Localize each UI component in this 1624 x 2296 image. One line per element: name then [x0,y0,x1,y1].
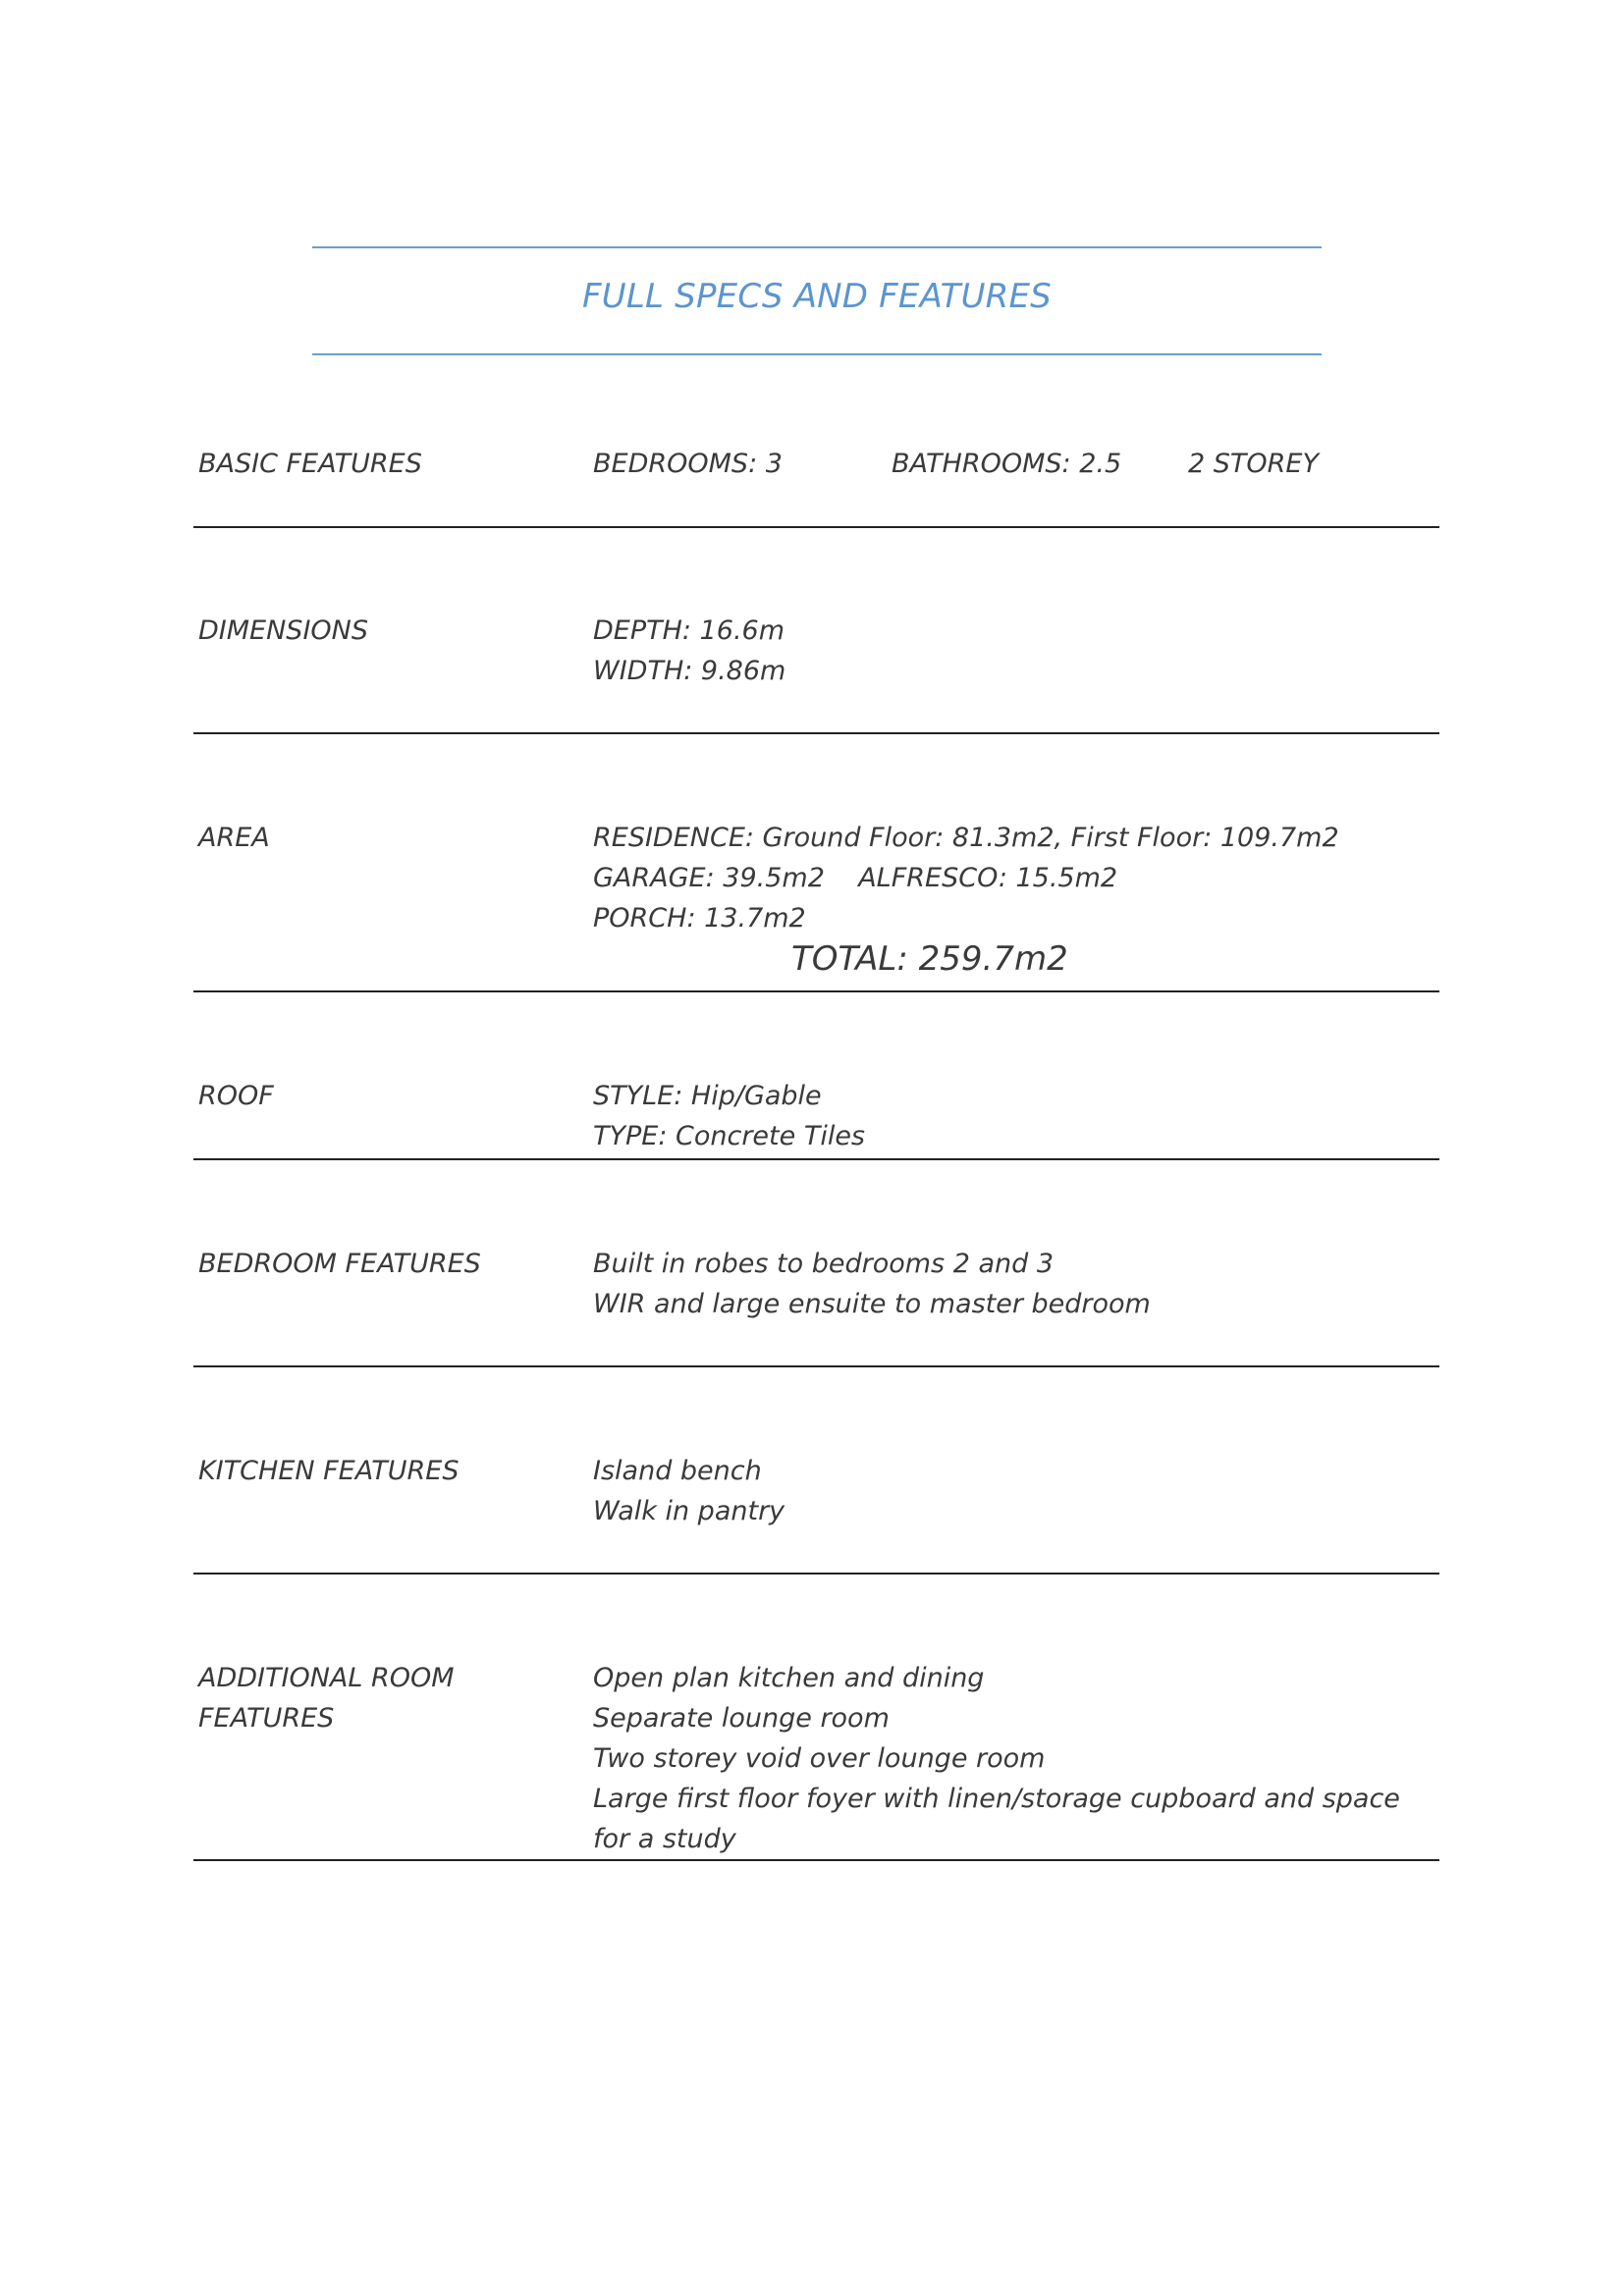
bedrooms-value: BEDROOMS: 3 [593,449,783,479]
roof-style: STYLE: Hip/Gable [593,1081,822,1111]
roof-type: TYPE: Concrete Tiles [593,1121,866,1151]
additional-feature-item: Large first floor foyer with linen/storage cupboard and space for a study [593,1784,1400,1854]
row-divider [193,732,1439,734]
residence-area: RESIDENCE: Ground Floor: 81.3m2, First Floor: 109.7m2 [593,823,1339,853]
dimensions-label: DIMENSIONS [198,615,368,646]
page-title: FULL SPECS AND FEATURES [582,277,1052,316]
additional-feature-item: Two storey void over lounge room [593,1743,1046,1774]
storey-value: 2 STOREY [1188,449,1319,479]
title-top-rule [312,246,1322,248]
roof-label: ROOF [198,1081,274,1111]
bedroom-feature-item: WIR and large ensuite to master bedroom [593,1289,1151,1319]
row-divider [193,526,1439,528]
porch-area: PORCH: 13.7m2 [593,903,806,934]
additional-room-features-label [198,1658,571,1738]
bedroom-features-label: BEDROOM FEATURES [198,1249,481,1279]
area-values [593,818,1339,938]
depth-value: DEPTH: 16.6m [593,615,785,646]
garage-alfresco-area: GARAGE: 39.5m2 ALFRESCO: 15.5m2 [593,863,1118,893]
row-divider [193,1573,1439,1575]
basic-features-label: BASIC FEATURES [198,449,422,479]
row-divider [193,1859,1439,1861]
additional-label-line: FEATURES [198,1703,335,1734]
bedroom-features-values [593,1244,1151,1324]
kitchen-features-values [593,1451,785,1531]
area-label: AREA [198,823,270,853]
row-divider [193,1365,1439,1367]
row-divider [193,1158,1439,1160]
total-area: TOTAL: 259.7m2 [791,939,1068,979]
title-bottom-rule [312,353,1322,355]
bathrooms-value: BATHROOMS: 2.5 [892,449,1122,479]
additional-room-features-values [593,1658,1428,1859]
additional-feature-item: Separate lounge room [593,1703,890,1734]
additional-feature-item: Open plan kitchen and dining [593,1663,985,1693]
bedroom-feature-item: Built in robes to bedrooms 2 and 3 [593,1249,1055,1279]
additional-label-line: ADDITIONAL ROOM [198,1663,455,1693]
kitchen-feature-item: Island bench [593,1456,762,1486]
kitchen-feature-item: Walk in pantry [593,1496,785,1526]
roof-values [593,1076,865,1156]
row-divider [193,990,1439,992]
dimensions-values [593,611,785,691]
kitchen-features-label: KITCHEN FEATURES [198,1456,460,1486]
width-value: WIDTH: 9.86m [593,656,786,686]
